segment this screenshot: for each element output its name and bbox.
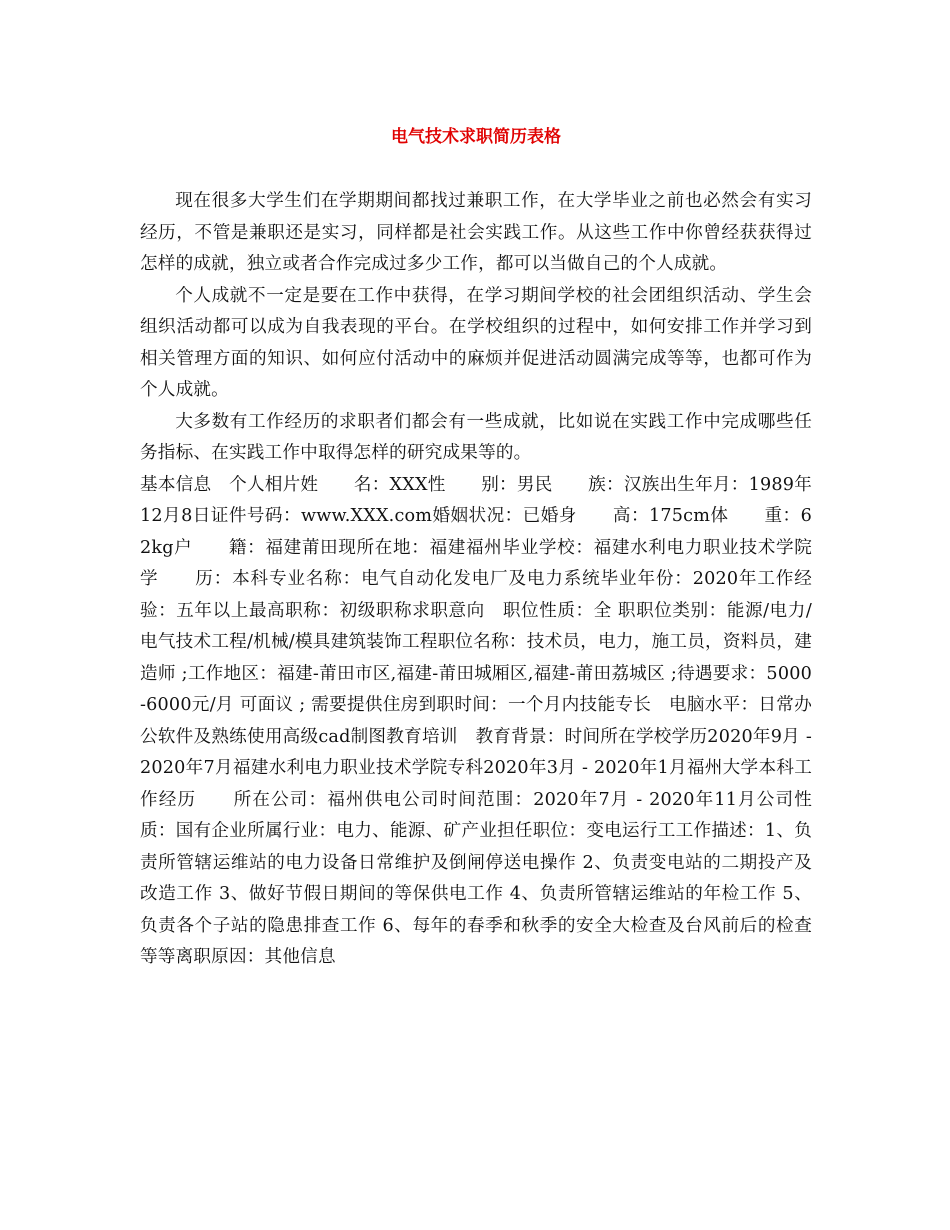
intro-paragraph: 大多数有工作经历的求职者们都会有一些成就，比如说在实践工作中完成哪些任务指标、在实践工作中取得怎样的研究成果等的。 <box>140 411 812 463</box>
resume-details: 基本信息 个人相片姓 名：XXX性 别：男民 族：汉族出生年月：1989年12月8日证件号码：www.XXX.com婚姻状况：已婚身 高：175cm体 重：62kg户 籍：福建莆田现所在地：福建福州毕业学校：福建水利电力职业技术学院学 历：本科专业名称：电气自动化发电厂及电力系统毕业年份：2020年工作经验：五年以上最高职称：初级职称求职意向 职位性质：全 职职位类别：能源/电力/电气技术工程/机械/模具建筑装饰工程职位名称：技术员，电力，施工员，资料员，建造师 ;工作地区：福建-莆田市区,福建-莆田城厢区,福建-莆田荔城区 ;待遇要求：5000-6000元/月 可面议 ; 需要提供住房到职时间：一个月内技能专长 电脑水平：日常办公软件及熟练使用高级cad制图教育培训 教育背景：时间所在学校学历2020年9月 - 2020年7月福建水利电力职业技术学院专科2020年3月 - 2020年1月福州大学本科工作经历 所在公司：福州供电公司时间范围：2020年7月 - 2020年11月公司性质：国有企业所属行业：电力、能源、矿产业担任职位：变电运行工工作描述：1、负责所管辖运维站的电力设备日常维护及倒闸停送电操作 2、负责变电站的二期投产及改造工作 3、做好节假日期间的等保供电工作 4、负责所管辖运维站的年检工作 5、负责各个子站的隐患排查工作 6、每年的春季和秋季的安全大检查及台风前后的检查等等离职原因：其他信息 <box>140 474 812 967</box>
intro-paragraph: 个人成就不一定是要在工作中获得，在学习期间学校的社会团组织活动、学生会组织活动都可以成为自我表现的平台。在学校组织的过程中，如何安排工作并学习到相关管理方面的知识、如何应付活动中的麻烦并促进活动圆满完成等等，也都可作为个人成就。 <box>140 285 812 400</box>
intro-paragraph: 现在很多大学生们在学期期间都找过兼职工作，在大学毕业之前也必然会有实习经历，不管是兼职还是实习，同样都是社会实践工作。从这些工作中你曾经获获得过怎样的成就，独立或者合作完成过多少工作，都可以当做自己的个人成就。 <box>140 191 812 274</box>
intro-section <box>140 186 812 470</box>
page-title: 电气技术求职简历表格 <box>391 127 561 147</box>
